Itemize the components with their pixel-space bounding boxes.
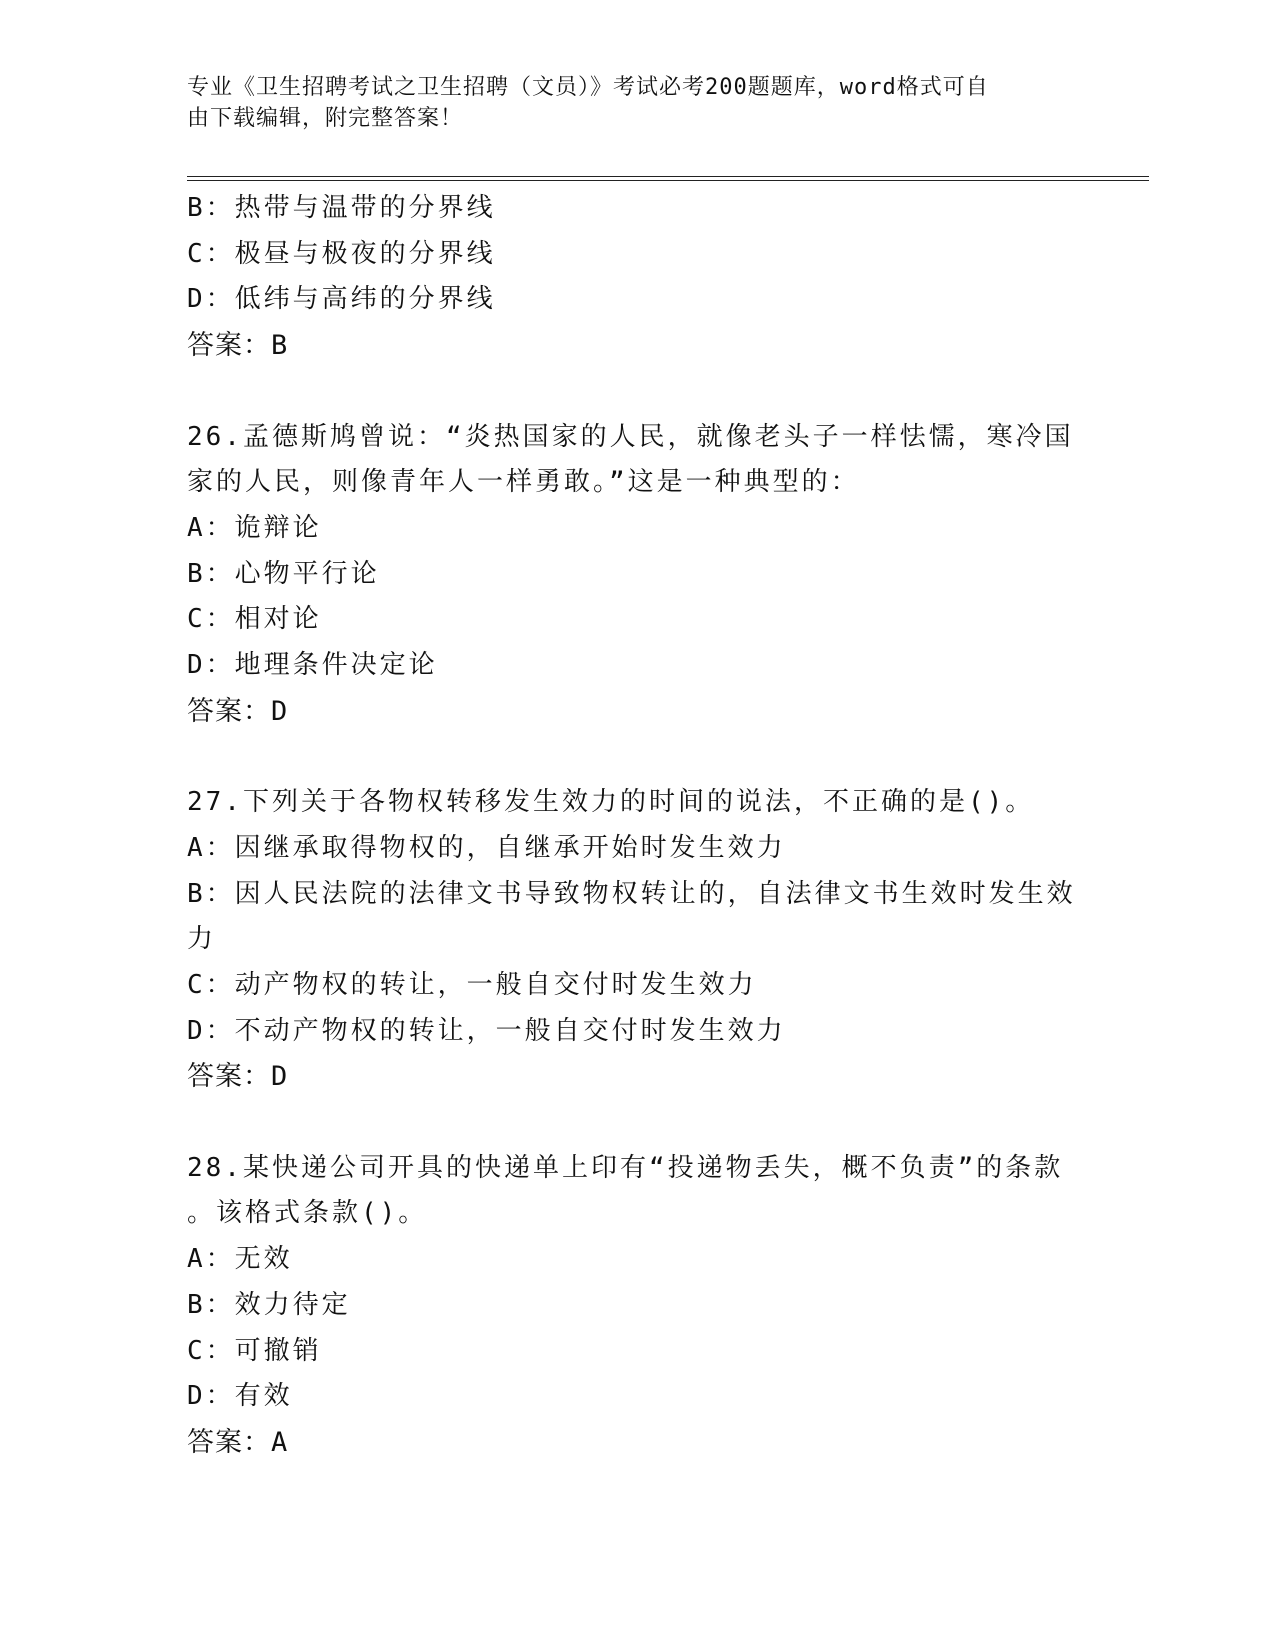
- option-a: A：无效: [187, 1244, 293, 1275]
- option-b: B：效力待定: [187, 1289, 351, 1320]
- answer-label: 答案：: [187, 1426, 271, 1458]
- header-divider: [187, 176, 1149, 181]
- header-line-2: 由下载编辑，附完整答案！: [187, 106, 464, 131]
- option-d: D：低纬与高纬的分界线: [187, 284, 496, 315]
- answer-value: A: [271, 1426, 289, 1458]
- answer-line: [187, 1054, 1087, 1100]
- spacer: [187, 1100, 1087, 1146]
- option-d: D：有效: [187, 1381, 293, 1412]
- question-26: [187, 415, 1087, 735]
- question-27: [187, 780, 1087, 1100]
- option-c: C：动产物权的转让，一般自交付时发生效力: [187, 969, 757, 1000]
- option-b: B：热带与温带的分界线: [187, 193, 496, 223]
- page-header: [187, 72, 1067, 134]
- option-c: C：可撤销: [187, 1335, 322, 1366]
- question-stem: 26.孟德斯鸠曾说：“炎热国家的人民，就像老头子一样怯懦，寒冷国: [187, 421, 1074, 452]
- option-c: C：相对论: [187, 604, 322, 635]
- header-line-1: 专业《卫生招聘考试之卫生招聘（文员）》考试必考200题题库，word格式可自: [187, 75, 989, 100]
- answer-line: [187, 689, 1087, 735]
- option-a: A：因继承取得物权的，自继承开始时发生效力: [187, 832, 786, 863]
- question-stem: 27.下列关于各物权转移发生效力的时间的说法，不正确的是()。: [187, 787, 1035, 818]
- question-stem: 。该格式条款()。: [187, 1198, 428, 1229]
- option-b: B：心物平行论: [187, 558, 380, 589]
- option-c: C：极昼与极夜的分界线: [187, 238, 496, 269]
- question-list: [187, 186, 1087, 1466]
- question-28: [187, 1146, 1087, 1466]
- option-d: D：地理条件决定论: [187, 650, 438, 681]
- answer-value: D: [271, 695, 289, 727]
- spacer: [187, 369, 1087, 415]
- spacer: [187, 734, 1087, 780]
- option-a: A：诡辩论: [187, 512, 322, 543]
- option-b-continued: 力: [187, 924, 217, 955]
- answer-value: D: [271, 1061, 289, 1093]
- answer-line: [187, 323, 1087, 369]
- option-b: B：因人民法院的法律文书导致物权转让的，自法律文书生效时发生效: [187, 878, 1076, 909]
- question-stem: 28.某快递公司开具的快递单上印有“投递物丢失，概不负责”的条款: [187, 1152, 1064, 1183]
- answer-label: 答案：: [187, 1061, 271, 1093]
- question-stem: 家的人民，则像青年人一样勇敢。”这是一种典型的：: [187, 467, 860, 498]
- answer-label: 答案：: [187, 330, 271, 362]
- answer-label: 答案：: [187, 695, 271, 727]
- answer-line: [187, 1420, 1087, 1466]
- answer-value: B: [271, 330, 289, 362]
- question-25: [187, 186, 1087, 369]
- option-d: D：不动产物权的转让，一般自交付时发生效力: [187, 1015, 786, 1046]
